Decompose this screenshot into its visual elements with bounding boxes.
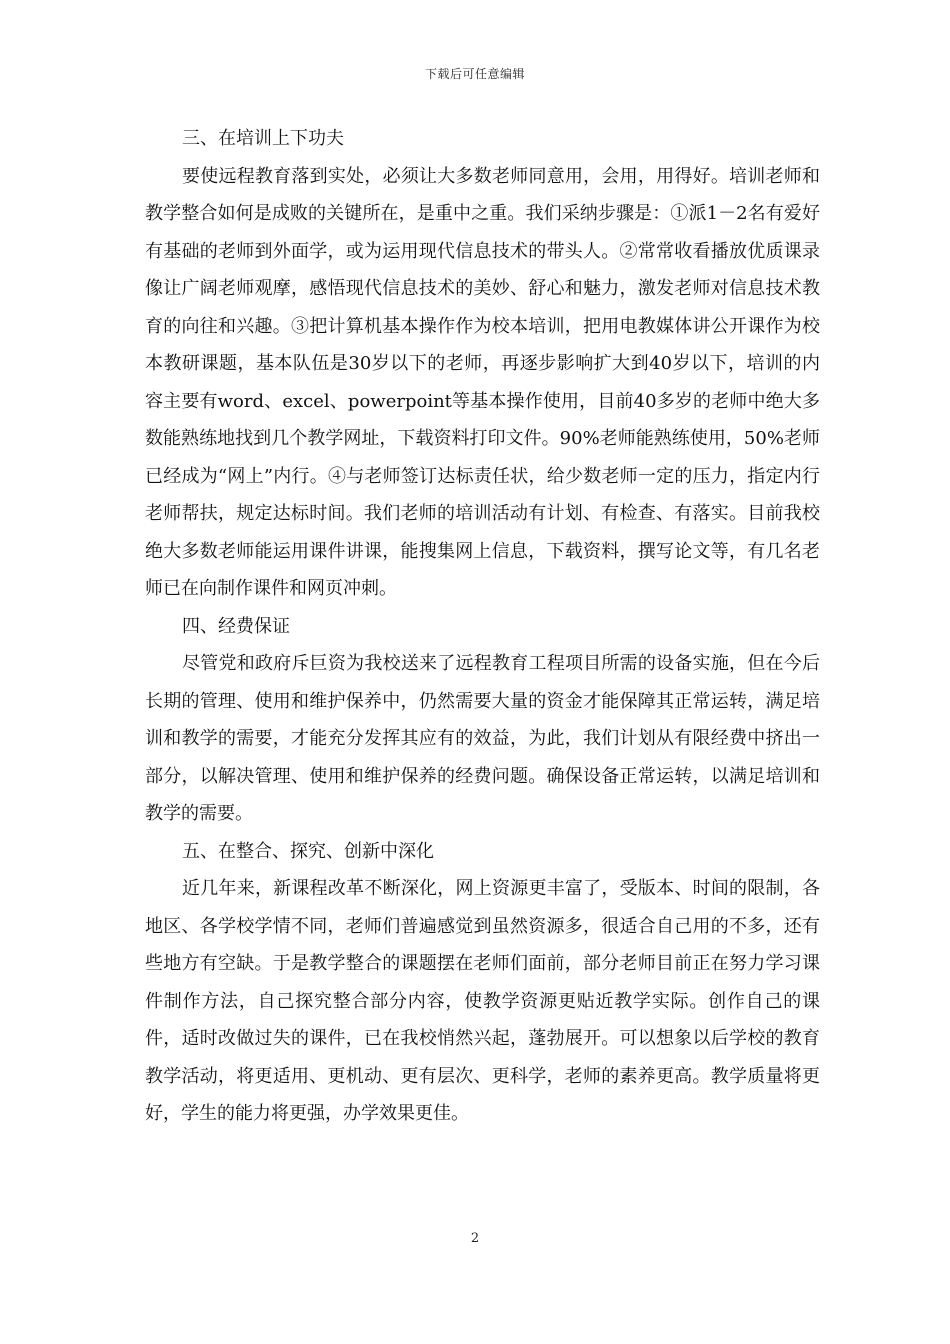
document-body — [145, 120, 820, 1133]
section-heading-integration: 五、在整合、探究、创新中深化 — [182, 840, 434, 862]
section-heading-funding: 四、经费保证 — [182, 615, 290, 637]
section-paragraph-integration: 近几年来，新课程改革不断深化，网上资源更丰富了，受版本、时间的限制，各地区、各学校学情不同，老师们普遍感觉到虽然资源多，很适合自己用的不多，还有些地方有空缺。于是教学整合的课题摆在老师们面前，部分老师目前正在努力学习课件制作方法，自己探究整合部分内容，使教学资源更贴近教学实际。创作自己的课件，适时改做过失的课件，已在我校悄然兴起，蓬勃展开。可以想象以后学校的教育教学活动，将更适用、更机动、更有层次、更科学，老师的素养更高。教学质量将更好，学生的能力将更强，办学效果更佳。 — [145, 878, 820, 1124]
page-header: 下载后可任意编辑 — [424, 67, 525, 81]
section-heading-training: 三、在培训上下功夫 — [182, 128, 344, 149]
page-number: 2 — [470, 1231, 480, 1246]
section-paragraph-funding: 尽管党和政府斥巨资为我校送来了远程教育工程项目所需的设备实施，但在今后长期的管理、使用和维护保养中，仍然需要大量的资金才能保障其正常运转，满足培训和教学的需要，才能充分发挥其应有的效益，为此，我们计划从有限经费中挤出一部分，以解决管理、使用和维护保养的经费问题。确保设备正常运转，以满足培训和教学的需要。 — [145, 653, 820, 824]
section-paragraph-training: 要使远程教育落到实处，必须让大多数老师同意用，会用，用得好。培训老师和教学整合如何是成败的关键所在，是重中之重。我们采纳步骤是：①派1－2名有爱好有基础的老师到外面学，或为运用现代信息技术的带头人。②常常收看播放优质课录像让广阔老师观摩，感悟现代信息技术的美妙、舒心和魅力，激发老师对信息技术教育的向往和兴趣。③把计算机基本操作作为校本培训，把用电教媒体讲公开课作为校本教研课题，基本队伍是30岁以下的老师，再逐步影响扩大到40岁以下，培训的内容主要有word、excel、powerpoint等基本操作使用，目前40多岁的老师中绝大多数能熟练地找到几个教学网址，下载资料打印文件。90%老师能熟练使用，50%老师已经成为“网上”内行。④与老师签订达标责任状，给少数老师一定的压力，指定内行老师帮扶，规定达标时间。我们老师的培训活动有计划、有检查、有落实。目前我校绝大多数老师能运用课件讲课，能搜集网上信息，下载资料，撰写论文等，有几名老师已在向制作课件和网页冲刺。 — [145, 165, 820, 599]
